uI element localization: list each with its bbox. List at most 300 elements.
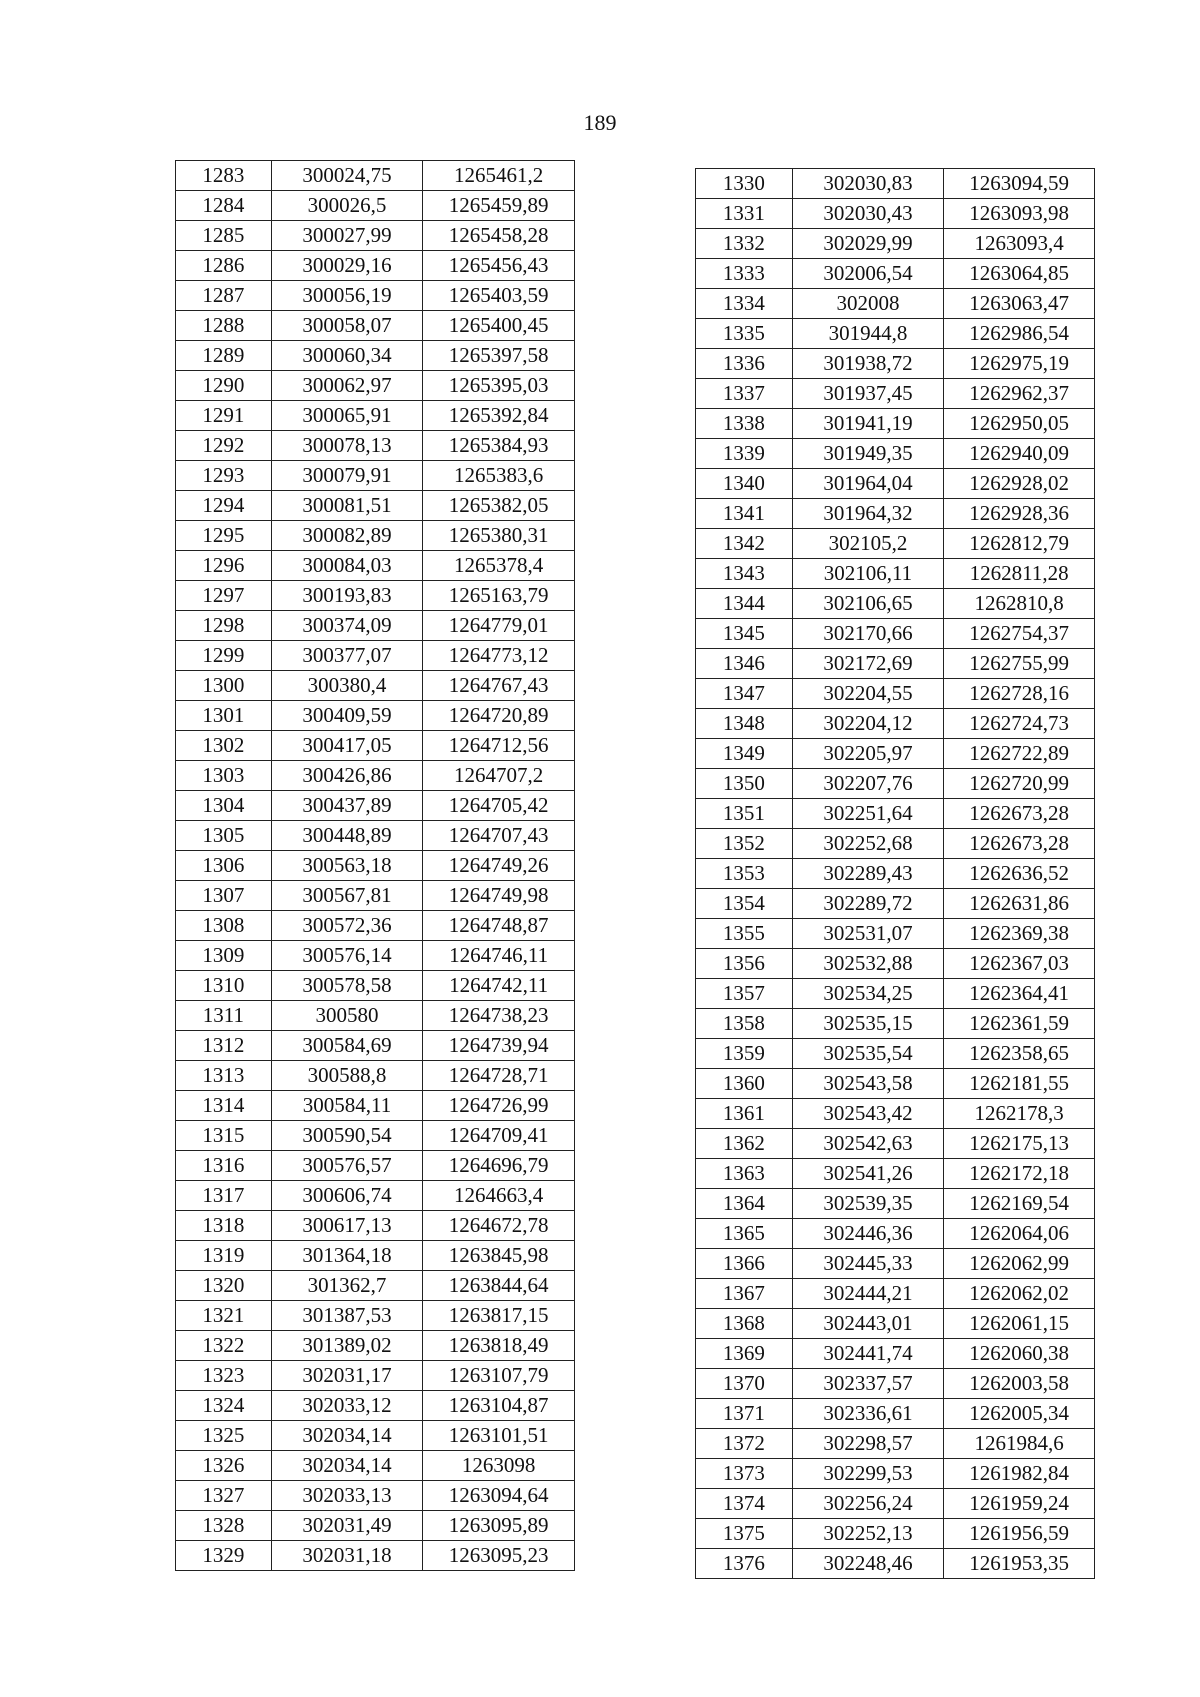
point-number-cell: 1313 bbox=[176, 1061, 272, 1091]
y-coordinate-cell: 1263817,15 bbox=[423, 1301, 575, 1331]
point-number-cell: 1290 bbox=[176, 371, 272, 401]
point-number-cell: 1349 bbox=[696, 739, 793, 769]
table-row bbox=[176, 911, 575, 941]
x-coordinate-cell: 300563,18 bbox=[271, 851, 423, 881]
x-coordinate-cell: 302172,69 bbox=[792, 649, 944, 679]
point-number-cell: 1336 bbox=[696, 349, 793, 379]
point-number-cell: 1348 bbox=[696, 709, 793, 739]
table-row bbox=[176, 341, 575, 371]
point-number-cell: 1356 bbox=[696, 949, 793, 979]
y-coordinate-cell: 1262811,28 bbox=[944, 559, 1095, 589]
x-coordinate-cell: 300029,16 bbox=[271, 251, 423, 281]
point-number-cell: 1304 bbox=[176, 791, 272, 821]
table-row bbox=[176, 581, 575, 611]
y-coordinate-cell: 1264663,4 bbox=[423, 1181, 575, 1211]
y-coordinate-cell: 1264707,2 bbox=[423, 761, 575, 791]
y-coordinate-cell: 1262005,34 bbox=[944, 1399, 1095, 1429]
point-number-cell: 1335 bbox=[696, 319, 793, 349]
y-coordinate-cell: 1265378,4 bbox=[423, 551, 575, 581]
point-number-cell: 1362 bbox=[696, 1129, 793, 1159]
point-number-cell: 1306 bbox=[176, 851, 272, 881]
y-coordinate-cell: 1262812,79 bbox=[944, 529, 1095, 559]
x-coordinate-cell: 302031,49 bbox=[271, 1511, 423, 1541]
point-number-cell: 1374 bbox=[696, 1489, 793, 1519]
table-row bbox=[176, 191, 575, 221]
table-row bbox=[696, 169, 1095, 199]
table-row bbox=[696, 949, 1095, 979]
point-number-cell: 1327 bbox=[176, 1481, 272, 1511]
point-number-cell: 1317 bbox=[176, 1181, 272, 1211]
x-coordinate-cell: 300584,69 bbox=[271, 1031, 423, 1061]
point-number-cell: 1296 bbox=[176, 551, 272, 581]
y-coordinate-cell: 1265395,03 bbox=[423, 371, 575, 401]
y-coordinate-cell: 1265384,93 bbox=[423, 431, 575, 461]
x-coordinate-cell: 301964,04 bbox=[792, 469, 944, 499]
point-number-cell: 1308 bbox=[176, 911, 272, 941]
point-number-cell: 1345 bbox=[696, 619, 793, 649]
point-number-cell: 1309 bbox=[176, 941, 272, 971]
y-coordinate-cell: 1265397,58 bbox=[423, 341, 575, 371]
point-number-cell: 1319 bbox=[176, 1241, 272, 1271]
y-coordinate-cell: 1264739,94 bbox=[423, 1031, 575, 1061]
x-coordinate-cell: 301964,32 bbox=[792, 499, 944, 529]
y-coordinate-cell: 1262950,05 bbox=[944, 409, 1095, 439]
x-coordinate-cell: 300078,13 bbox=[271, 431, 423, 461]
point-number-cell: 1283 bbox=[176, 161, 272, 191]
y-coordinate-cell: 1265382,05 bbox=[423, 491, 575, 521]
table-row bbox=[696, 1069, 1095, 1099]
x-coordinate-cell: 301937,45 bbox=[792, 379, 944, 409]
point-number-cell: 1301 bbox=[176, 701, 272, 731]
x-coordinate-cell: 302204,55 bbox=[792, 679, 944, 709]
table-row bbox=[696, 919, 1095, 949]
table-row bbox=[176, 971, 575, 1001]
y-coordinate-cell: 1262361,59 bbox=[944, 1009, 1095, 1039]
x-coordinate-cell: 302298,57 bbox=[792, 1429, 944, 1459]
y-coordinate-cell: 1262064,06 bbox=[944, 1219, 1095, 1249]
y-coordinate-cell: 1264705,42 bbox=[423, 791, 575, 821]
point-number-cell: 1325 bbox=[176, 1421, 272, 1451]
x-coordinate-cell: 302299,53 bbox=[792, 1459, 944, 1489]
x-coordinate-cell: 300084,03 bbox=[271, 551, 423, 581]
y-coordinate-cell: 1263093,4 bbox=[944, 229, 1095, 259]
y-coordinate-cell: 1262962,37 bbox=[944, 379, 1095, 409]
table-row bbox=[176, 251, 575, 281]
point-number-cell: 1305 bbox=[176, 821, 272, 851]
y-coordinate-cell: 1262060,38 bbox=[944, 1339, 1095, 1369]
table-row bbox=[696, 1369, 1095, 1399]
y-coordinate-cell: 1264767,43 bbox=[423, 671, 575, 701]
y-coordinate-cell: 1264748,87 bbox=[423, 911, 575, 941]
point-number-cell: 1314 bbox=[176, 1091, 272, 1121]
point-number-cell: 1292 bbox=[176, 431, 272, 461]
point-number-cell: 1371 bbox=[696, 1399, 793, 1429]
y-coordinate-cell: 1262367,03 bbox=[944, 949, 1095, 979]
table-row bbox=[696, 499, 1095, 529]
table-row bbox=[176, 941, 575, 971]
x-coordinate-cell: 301941,19 bbox=[792, 409, 944, 439]
table-row bbox=[696, 1189, 1095, 1219]
point-number-cell: 1311 bbox=[176, 1001, 272, 1031]
y-coordinate-cell: 1262369,38 bbox=[944, 919, 1095, 949]
table-row bbox=[696, 829, 1095, 859]
x-coordinate-cell: 300026,5 bbox=[271, 191, 423, 221]
table-row bbox=[696, 229, 1095, 259]
table-row bbox=[176, 731, 575, 761]
table-row bbox=[696, 409, 1095, 439]
point-number-cell: 1300 bbox=[176, 671, 272, 701]
table-row bbox=[696, 769, 1095, 799]
table-row bbox=[176, 1211, 575, 1241]
x-coordinate-cell: 300409,59 bbox=[271, 701, 423, 731]
x-coordinate-cell: 300065,91 bbox=[271, 401, 423, 431]
y-coordinate-cell: 1262720,99 bbox=[944, 769, 1095, 799]
x-coordinate-cell: 302251,64 bbox=[792, 799, 944, 829]
table-row bbox=[176, 1481, 575, 1511]
table-row bbox=[176, 1001, 575, 1031]
table-row bbox=[176, 461, 575, 491]
x-coordinate-cell: 300056,19 bbox=[271, 281, 423, 311]
y-coordinate-cell: 1264709,41 bbox=[423, 1121, 575, 1151]
x-coordinate-cell: 302337,57 bbox=[792, 1369, 944, 1399]
table-row bbox=[176, 221, 575, 251]
x-coordinate-cell: 302441,74 bbox=[792, 1339, 944, 1369]
x-coordinate-cell: 300380,4 bbox=[271, 671, 423, 701]
x-coordinate-cell: 300079,91 bbox=[271, 461, 423, 491]
y-coordinate-cell: 1264742,11 bbox=[423, 971, 575, 1001]
point-number-cell: 1333 bbox=[696, 259, 793, 289]
table-row bbox=[176, 791, 575, 821]
table-row bbox=[696, 379, 1095, 409]
point-number-cell: 1330 bbox=[696, 169, 793, 199]
x-coordinate-cell: 302008 bbox=[792, 289, 944, 319]
y-coordinate-cell: 1262062,99 bbox=[944, 1249, 1095, 1279]
point-number-cell: 1323 bbox=[176, 1361, 272, 1391]
table-row bbox=[176, 431, 575, 461]
x-coordinate-cell: 300448,89 bbox=[271, 821, 423, 851]
table-row bbox=[696, 619, 1095, 649]
table-row bbox=[176, 761, 575, 791]
table-row bbox=[176, 1061, 575, 1091]
table-row bbox=[176, 161, 575, 191]
coordinates-table-left bbox=[175, 160, 575, 1571]
table-row bbox=[176, 1451, 575, 1481]
x-coordinate-cell: 302031,17 bbox=[271, 1361, 423, 1391]
x-coordinate-cell: 302205,97 bbox=[792, 739, 944, 769]
table-row bbox=[696, 469, 1095, 499]
y-coordinate-cell: 1262940,09 bbox=[944, 439, 1095, 469]
y-coordinate-cell: 1262975,19 bbox=[944, 349, 1095, 379]
y-coordinate-cell: 1262928,36 bbox=[944, 499, 1095, 529]
point-number-cell: 1342 bbox=[696, 529, 793, 559]
x-coordinate-cell: 300588,8 bbox=[271, 1061, 423, 1091]
x-coordinate-cell: 302034,14 bbox=[271, 1421, 423, 1451]
y-coordinate-cell: 1262178,3 bbox=[944, 1099, 1095, 1129]
y-coordinate-cell: 1265403,59 bbox=[423, 281, 575, 311]
point-number-cell: 1298 bbox=[176, 611, 272, 641]
point-number-cell: 1364 bbox=[696, 1189, 793, 1219]
table-row bbox=[176, 701, 575, 731]
x-coordinate-cell: 300058,07 bbox=[271, 311, 423, 341]
point-number-cell: 1287 bbox=[176, 281, 272, 311]
x-coordinate-cell: 300060,34 bbox=[271, 341, 423, 371]
point-number-cell: 1324 bbox=[176, 1391, 272, 1421]
y-coordinate-cell: 1262673,28 bbox=[944, 829, 1095, 859]
table-row bbox=[176, 1031, 575, 1061]
point-number-cell: 1375 bbox=[696, 1519, 793, 1549]
x-coordinate-cell: 302531,07 bbox=[792, 919, 944, 949]
point-number-cell: 1343 bbox=[696, 559, 793, 589]
y-coordinate-cell: 1263064,85 bbox=[944, 259, 1095, 289]
x-coordinate-cell: 302105,2 bbox=[792, 529, 944, 559]
y-coordinate-cell: 1265163,79 bbox=[423, 581, 575, 611]
y-coordinate-cell: 1264746,11 bbox=[423, 941, 575, 971]
y-coordinate-cell: 1263094,59 bbox=[944, 169, 1095, 199]
y-coordinate-cell: 1264726,99 bbox=[423, 1091, 575, 1121]
y-coordinate-cell: 1265383,6 bbox=[423, 461, 575, 491]
y-coordinate-cell: 1265400,45 bbox=[423, 311, 575, 341]
table-row bbox=[696, 1339, 1095, 1369]
x-coordinate-cell: 300062,97 bbox=[271, 371, 423, 401]
y-coordinate-cell: 1263063,47 bbox=[944, 289, 1095, 319]
point-number-cell: 1310 bbox=[176, 971, 272, 1001]
y-coordinate-cell: 1261953,35 bbox=[944, 1549, 1095, 1579]
x-coordinate-cell: 300377,07 bbox=[271, 641, 423, 671]
table-row bbox=[696, 1099, 1095, 1129]
table-row bbox=[696, 1459, 1095, 1489]
x-coordinate-cell: 302443,01 bbox=[792, 1309, 944, 1339]
point-number-cell: 1303 bbox=[176, 761, 272, 791]
point-number-cell: 1302 bbox=[176, 731, 272, 761]
point-number-cell: 1365 bbox=[696, 1219, 793, 1249]
point-number-cell: 1360 bbox=[696, 1069, 793, 1099]
y-coordinate-cell: 1263818,49 bbox=[423, 1331, 575, 1361]
x-coordinate-cell: 300578,58 bbox=[271, 971, 423, 1001]
y-coordinate-cell: 1262061,15 bbox=[944, 1309, 1095, 1339]
point-number-cell: 1326 bbox=[176, 1451, 272, 1481]
y-coordinate-cell: 1262364,41 bbox=[944, 979, 1095, 1009]
point-number-cell: 1285 bbox=[176, 221, 272, 251]
x-coordinate-cell: 300576,14 bbox=[271, 941, 423, 971]
x-coordinate-cell: 300426,86 bbox=[271, 761, 423, 791]
point-number-cell: 1322 bbox=[176, 1331, 272, 1361]
x-coordinate-cell: 302033,13 bbox=[271, 1481, 423, 1511]
x-coordinate-cell: 302029,99 bbox=[792, 229, 944, 259]
point-number-cell: 1372 bbox=[696, 1429, 793, 1459]
point-number-cell: 1307 bbox=[176, 881, 272, 911]
point-number-cell: 1347 bbox=[696, 679, 793, 709]
table-row bbox=[696, 559, 1095, 589]
point-number-cell: 1294 bbox=[176, 491, 272, 521]
point-number-cell: 1361 bbox=[696, 1099, 793, 1129]
y-coordinate-cell: 1263101,51 bbox=[423, 1421, 575, 1451]
y-coordinate-cell: 1263095,89 bbox=[423, 1511, 575, 1541]
point-number-cell: 1329 bbox=[176, 1541, 272, 1571]
y-coordinate-cell: 1263107,79 bbox=[423, 1361, 575, 1391]
x-coordinate-cell: 302535,15 bbox=[792, 1009, 944, 1039]
point-number-cell: 1332 bbox=[696, 229, 793, 259]
point-number-cell: 1297 bbox=[176, 581, 272, 611]
x-coordinate-cell: 302543,42 bbox=[792, 1099, 944, 1129]
point-number-cell: 1293 bbox=[176, 461, 272, 491]
x-coordinate-cell: 302106,65 bbox=[792, 589, 944, 619]
point-number-cell: 1321 bbox=[176, 1301, 272, 1331]
x-coordinate-cell: 301362,7 bbox=[271, 1271, 423, 1301]
point-number-cell: 1359 bbox=[696, 1039, 793, 1069]
y-coordinate-cell: 1265459,89 bbox=[423, 191, 575, 221]
table-row bbox=[696, 529, 1095, 559]
table-row bbox=[696, 1159, 1095, 1189]
y-coordinate-cell: 1264707,43 bbox=[423, 821, 575, 851]
x-coordinate-cell: 301949,35 bbox=[792, 439, 944, 469]
x-coordinate-cell: 302034,14 bbox=[271, 1451, 423, 1481]
point-number-cell: 1315 bbox=[176, 1121, 272, 1151]
x-coordinate-cell: 302289,72 bbox=[792, 889, 944, 919]
point-number-cell: 1346 bbox=[696, 649, 793, 679]
point-number-cell: 1291 bbox=[176, 401, 272, 431]
table-row bbox=[696, 259, 1095, 289]
x-coordinate-cell: 300590,54 bbox=[271, 1121, 423, 1151]
y-coordinate-cell: 1263095,23 bbox=[423, 1541, 575, 1571]
point-number-cell: 1295 bbox=[176, 521, 272, 551]
x-coordinate-cell: 302207,76 bbox=[792, 769, 944, 799]
y-coordinate-cell: 1264749,98 bbox=[423, 881, 575, 911]
table-row bbox=[696, 1129, 1095, 1159]
x-coordinate-cell: 302030,83 bbox=[792, 169, 944, 199]
point-number-cell: 1363 bbox=[696, 1159, 793, 1189]
x-coordinate-cell: 301387,53 bbox=[271, 1301, 423, 1331]
table-row bbox=[696, 439, 1095, 469]
y-coordinate-cell: 1262754,37 bbox=[944, 619, 1095, 649]
x-coordinate-cell: 302033,12 bbox=[271, 1391, 423, 1421]
y-coordinate-cell: 1262728,16 bbox=[944, 679, 1095, 709]
point-number-cell: 1370 bbox=[696, 1369, 793, 1399]
table-row bbox=[696, 589, 1095, 619]
table-row bbox=[176, 851, 575, 881]
point-number-cell: 1338 bbox=[696, 409, 793, 439]
x-coordinate-cell: 300081,51 bbox=[271, 491, 423, 521]
point-number-cell: 1373 bbox=[696, 1459, 793, 1489]
table-row bbox=[696, 739, 1095, 769]
x-coordinate-cell: 301364,18 bbox=[271, 1241, 423, 1271]
point-number-cell: 1357 bbox=[696, 979, 793, 1009]
x-coordinate-cell: 302336,61 bbox=[792, 1399, 944, 1429]
y-coordinate-cell: 1262172,18 bbox=[944, 1159, 1095, 1189]
coordinates-table-right bbox=[695, 168, 1095, 1579]
x-coordinate-cell: 300417,05 bbox=[271, 731, 423, 761]
point-number-cell: 1289 bbox=[176, 341, 272, 371]
table-row bbox=[696, 799, 1095, 829]
table-row bbox=[176, 1301, 575, 1331]
table-row bbox=[176, 1391, 575, 1421]
x-coordinate-cell: 302030,43 bbox=[792, 199, 944, 229]
table-row bbox=[176, 881, 575, 911]
x-coordinate-cell: 302539,35 bbox=[792, 1189, 944, 1219]
y-coordinate-cell: 1262631,86 bbox=[944, 889, 1095, 919]
y-coordinate-cell: 1262003,58 bbox=[944, 1369, 1095, 1399]
y-coordinate-cell: 1262810,8 bbox=[944, 589, 1095, 619]
y-coordinate-cell: 1263104,87 bbox=[423, 1391, 575, 1421]
x-coordinate-cell: 302542,63 bbox=[792, 1129, 944, 1159]
table-row bbox=[176, 1091, 575, 1121]
y-coordinate-cell: 1262673,28 bbox=[944, 799, 1095, 829]
y-coordinate-cell: 1261959,24 bbox=[944, 1489, 1095, 1519]
table-row bbox=[176, 311, 575, 341]
y-coordinate-cell: 1265456,43 bbox=[423, 251, 575, 281]
x-coordinate-cell: 300580 bbox=[271, 1001, 423, 1031]
table-row bbox=[176, 1421, 575, 1451]
x-coordinate-cell: 302106,11 bbox=[792, 559, 944, 589]
point-number-cell: 1376 bbox=[696, 1549, 793, 1579]
table-row bbox=[696, 1279, 1095, 1309]
point-number-cell: 1288 bbox=[176, 311, 272, 341]
point-number-cell: 1299 bbox=[176, 641, 272, 671]
point-number-cell: 1344 bbox=[696, 589, 793, 619]
y-coordinate-cell: 1263094,64 bbox=[423, 1481, 575, 1511]
point-number-cell: 1286 bbox=[176, 251, 272, 281]
y-coordinate-cell: 1262986,54 bbox=[944, 319, 1095, 349]
point-number-cell: 1369 bbox=[696, 1339, 793, 1369]
table-row bbox=[696, 319, 1095, 349]
y-coordinate-cell: 1262062,02 bbox=[944, 1279, 1095, 1309]
x-coordinate-cell: 300024,75 bbox=[271, 161, 423, 191]
point-number-cell: 1354 bbox=[696, 889, 793, 919]
y-coordinate-cell: 1261984,6 bbox=[944, 1429, 1095, 1459]
table-row bbox=[696, 979, 1095, 1009]
x-coordinate-cell: 302031,18 bbox=[271, 1541, 423, 1571]
y-coordinate-cell: 1261956,59 bbox=[944, 1519, 1095, 1549]
table-row bbox=[176, 521, 575, 551]
point-number-cell: 1358 bbox=[696, 1009, 793, 1039]
x-coordinate-cell: 302006,54 bbox=[792, 259, 944, 289]
y-coordinate-cell: 1264738,23 bbox=[423, 1001, 575, 1031]
x-coordinate-cell: 302289,43 bbox=[792, 859, 944, 889]
x-coordinate-cell: 301389,02 bbox=[271, 1331, 423, 1361]
y-coordinate-cell: 1262181,55 bbox=[944, 1069, 1095, 1099]
y-coordinate-cell: 1264672,78 bbox=[423, 1211, 575, 1241]
point-number-cell: 1320 bbox=[176, 1271, 272, 1301]
y-coordinate-cell: 1263844,64 bbox=[423, 1271, 575, 1301]
y-coordinate-cell: 1262636,52 bbox=[944, 859, 1095, 889]
table-row bbox=[176, 1511, 575, 1541]
point-number-cell: 1340 bbox=[696, 469, 793, 499]
y-coordinate-cell: 1262755,99 bbox=[944, 649, 1095, 679]
x-coordinate-cell: 302446,36 bbox=[792, 1219, 944, 1249]
point-number-cell: 1328 bbox=[176, 1511, 272, 1541]
table-row bbox=[696, 1249, 1095, 1279]
y-coordinate-cell: 1262722,89 bbox=[944, 739, 1095, 769]
table-row bbox=[176, 1361, 575, 1391]
y-coordinate-cell: 1264712,56 bbox=[423, 731, 575, 761]
table-row bbox=[696, 1219, 1095, 1249]
y-coordinate-cell: 1263845,98 bbox=[423, 1241, 575, 1271]
x-coordinate-cell: 302541,26 bbox=[792, 1159, 944, 1189]
y-coordinate-cell: 1264779,01 bbox=[423, 611, 575, 641]
table-row bbox=[696, 1519, 1095, 1549]
point-number-cell: 1284 bbox=[176, 191, 272, 221]
x-coordinate-cell: 302256,24 bbox=[792, 1489, 944, 1519]
y-coordinate-cell: 1265461,2 bbox=[423, 161, 575, 191]
y-coordinate-cell: 1265392,84 bbox=[423, 401, 575, 431]
table-row bbox=[176, 1121, 575, 1151]
x-coordinate-cell: 302534,25 bbox=[792, 979, 944, 1009]
table-row bbox=[176, 1151, 575, 1181]
y-coordinate-cell: 1264696,79 bbox=[423, 1151, 575, 1181]
table-row bbox=[176, 641, 575, 671]
table-row bbox=[696, 1429, 1095, 1459]
x-coordinate-cell: 302532,88 bbox=[792, 949, 944, 979]
table-row bbox=[696, 889, 1095, 919]
